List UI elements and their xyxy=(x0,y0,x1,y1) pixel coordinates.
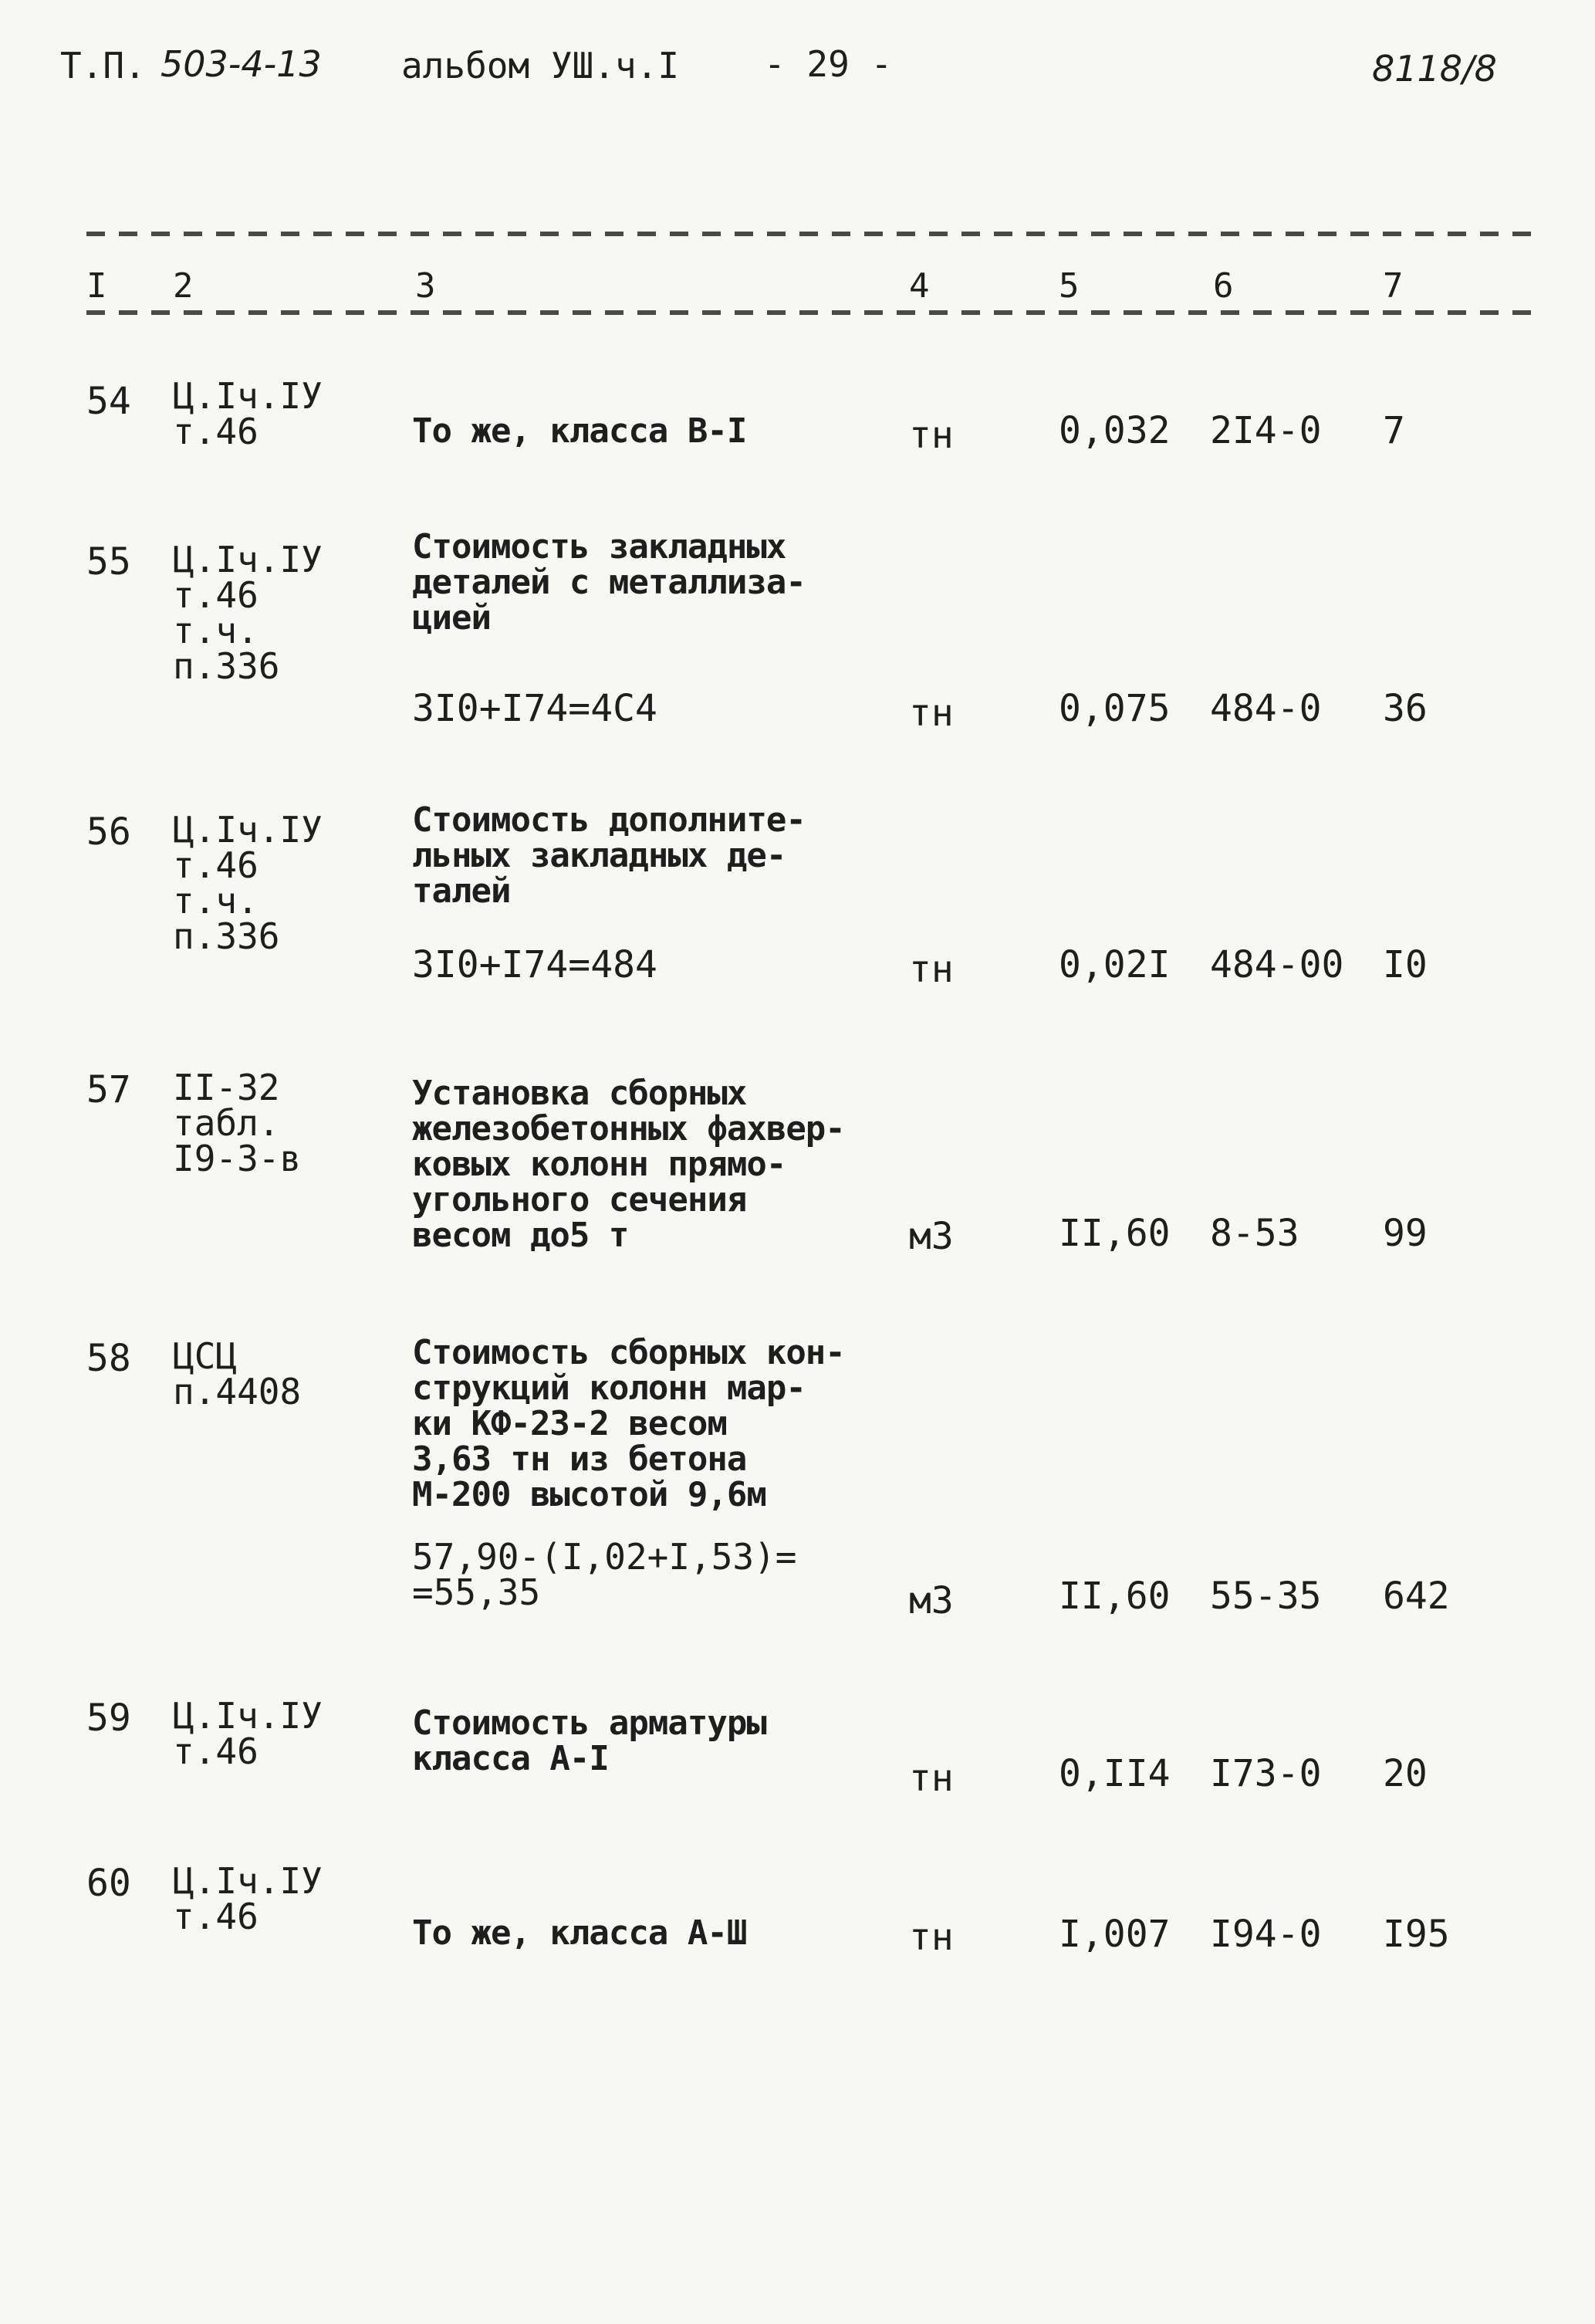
header-rule xyxy=(86,310,1537,315)
page-number: - 29 - xyxy=(764,43,893,85)
row-57-number: 57 xyxy=(86,1068,131,1111)
row-54-number: 54 xyxy=(86,380,131,423)
row-56-price: 484-00 xyxy=(1210,943,1344,986)
row-59-number: 59 xyxy=(86,1696,131,1740)
row-56-unit: тн xyxy=(909,948,954,991)
row-54-qty: 0,032 xyxy=(1059,409,1171,452)
row-60-number: 60 xyxy=(86,1862,131,1905)
row-59-qty: 0,II4 xyxy=(1059,1752,1171,1795)
row-57-qty: II,60 xyxy=(1059,1212,1171,1255)
row-58-total: 642 xyxy=(1383,1575,1450,1618)
row-55-ref: Ц.Iч.IУ т.46 т.ч. п.336 xyxy=(173,539,323,687)
row-58-qty: II,60 xyxy=(1059,1575,1171,1618)
row-56-ref: Ц.Iч.IУ т.46 т.ч. п.336 xyxy=(173,809,323,957)
row-56-calc: 3I0+I74=484 xyxy=(412,943,657,986)
row-58-unit: м3 xyxy=(909,1579,954,1622)
row-59-unit: тн xyxy=(909,1757,954,1800)
row-55-unit: тн xyxy=(909,692,954,735)
row-54-ref: Ц.Iч.IУ т.46 xyxy=(173,375,323,452)
row-58-ref: ЦСЦ п.4408 xyxy=(173,1335,302,1412)
project-number: 503-4-13 xyxy=(161,43,322,85)
row-60-desc: То же, класса А-Ш xyxy=(412,1913,747,1953)
col-header-2: 2 xyxy=(173,266,194,306)
album-label: альбом УШ.ч.I xyxy=(401,45,680,86)
row-59-total: 20 xyxy=(1383,1752,1428,1795)
row-55-calc: 3I0+I74=4С4 xyxy=(412,687,657,730)
row-58-number: 58 xyxy=(86,1337,131,1380)
row-55-desc: Стоимость закладных деталей с металлиза- цией xyxy=(412,527,806,638)
col-header-5: 5 xyxy=(1059,266,1080,306)
row-58-calc: 57,90-(I,02+I,53)= =55,35 xyxy=(412,1536,797,1613)
row-57-desc: Установка сборных железобетонных фахвер- ковых колонн прямо- угольного сечения весом до5 т xyxy=(412,1074,845,1255)
top-rule xyxy=(86,232,1537,236)
col-header-6: 6 xyxy=(1213,266,1234,306)
col-header-3: 3 xyxy=(415,266,436,306)
row-60-ref: Ц.Iч.IУ т.46 xyxy=(173,1860,323,1937)
row-55-number: 55 xyxy=(86,540,131,584)
col-header-1: I xyxy=(86,266,107,306)
row-54-desc: То же, класса В-I xyxy=(412,411,747,451)
row-54-unit: тн xyxy=(909,414,954,457)
row-56-qty: 0,02I xyxy=(1059,943,1171,986)
row-60-unit: тн xyxy=(909,1916,954,1959)
row-54-price: 2I4-0 xyxy=(1210,409,1322,452)
row-54-total: 7 xyxy=(1383,409,1405,452)
doc-prefix: Т.П. xyxy=(60,45,146,86)
col-header-4: 4 xyxy=(909,266,930,306)
row-55-price: 484-0 xyxy=(1210,687,1322,730)
sheet-code: 8118/8 xyxy=(1372,48,1497,90)
row-59-price: I73-0 xyxy=(1210,1752,1322,1795)
row-56-desc: Стоимость дополните- льных закладных де- талей xyxy=(412,800,806,911)
row-60-total: I95 xyxy=(1383,1913,1450,1956)
row-60-qty: I,007 xyxy=(1059,1913,1171,1956)
row-58-price: 55-35 xyxy=(1210,1575,1322,1618)
row-59-ref: Ц.Iч.IУ т.46 xyxy=(173,1695,323,1772)
row-55-qty: 0,075 xyxy=(1059,687,1171,730)
row-56-number: 56 xyxy=(86,810,131,854)
col-header-7: 7 xyxy=(1383,266,1404,306)
row-60-price: I94-0 xyxy=(1210,1913,1322,1956)
row-56-total: I0 xyxy=(1383,943,1428,986)
row-57-price: 8-53 xyxy=(1210,1212,1299,1255)
row-58-desc: Стоимость сборных кон- струкций колонн мар- ки КФ-23-2 весом 3,63 тн из бетона М-200 высотой 9,6м xyxy=(412,1333,845,1514)
row-57-unit: м3 xyxy=(909,1215,954,1258)
row-57-total: 99 xyxy=(1383,1212,1428,1255)
row-55-total: 36 xyxy=(1383,687,1428,730)
row-57-ref: II-32 табл. I9-3-в xyxy=(173,1067,302,1179)
row-59-desc: Стоимость арматуры класса А-I xyxy=(412,1703,766,1778)
